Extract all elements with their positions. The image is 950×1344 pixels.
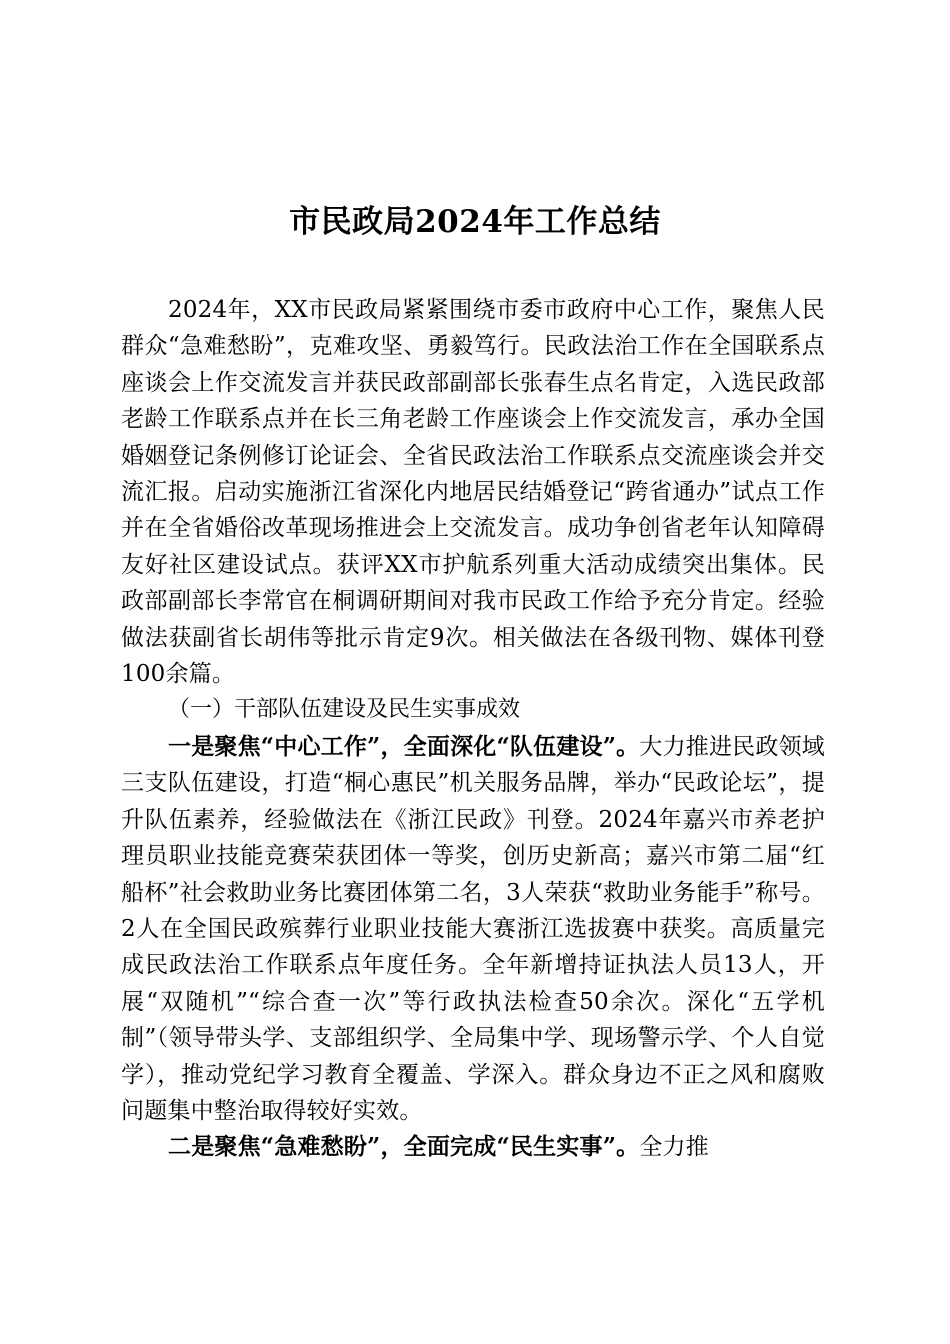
document-body	[121, 292, 825, 1166]
point-two-paragraph	[121, 1129, 825, 1165]
point-one-lead: 一是聚焦“中心工作”，全面深化“队伍建设”。	[168, 732, 640, 760]
point-two-text: 全力推	[639, 1134, 709, 1161]
section-heading: （一）干部队伍建设及民生实事成效	[168, 697, 521, 723]
document-title: 市民政局2024年工作总结	[289, 204, 661, 240]
intro-paragraph: 2024年，XX市民政局紧紧围绕市委市政府中心工作，聚焦人民群众“急难愁盼”，克难攻坚、勇毅笃行。民政法治工作在全国联系点座谈会上作交流发言并获民政部副部长张春生点名肯定，入选民政部老龄工作联系点并在长三角老龄工作座谈会上作交流发言，承办全国婚姻登记条例修订论证会、全省民政法治工作联系点交流座谈会并交流汇报。启动实施浙江省深化内地居民结婚登记“跨省通办”试点工作并在全省婚俗改革现场推进会上交流发言。成功争创省老年认知障碍友好社区建设试点。获评XX市护航系列重大活动成绩突出集体。民政部副部长李常官在桐调研期间对我市民政工作给予充分肯定。经验做法获副省长胡伟等批示肯定9次。相关做法在各级刊物、媒体刊登100余篇。	[121, 297, 825, 688]
point-two-lead: 二是聚焦“急难愁盼”，全面完成“民生实事”。	[168, 1133, 640, 1161]
point-one-paragraph	[121, 729, 825, 1129]
point-one-text: 大力推进民政领域三支队伍建设，打造“桐心惠民”机关服务品牌，举办“民政论坛”，提升队伍素养，经验做法在《浙江民政》刊登。2024年嘉兴市养老护理员职业技能竞赛荣获团体一等奖，创历史新高；嘉兴市第二届“红船杯”社会救助业务比赛团体第二名，3人荣获“救助业务能手”称号。2人在全国民政殡葬行业职业技能大赛浙江选拔赛中获奖。高质量完成民政法治工作联系点年度任务。全年新增持证执法人员13人，开展“双随机”“综合查一次”等行政执法检查50余次。深化“五学机制”（领导带头学、支部组织学、全局集中学、现场警示学、个人自觉学），推动党纪学习教育全覆盖、学深入。群众身边不正之风和腐败问题集中整治取得较好实效。	[121, 733, 825, 1124]
